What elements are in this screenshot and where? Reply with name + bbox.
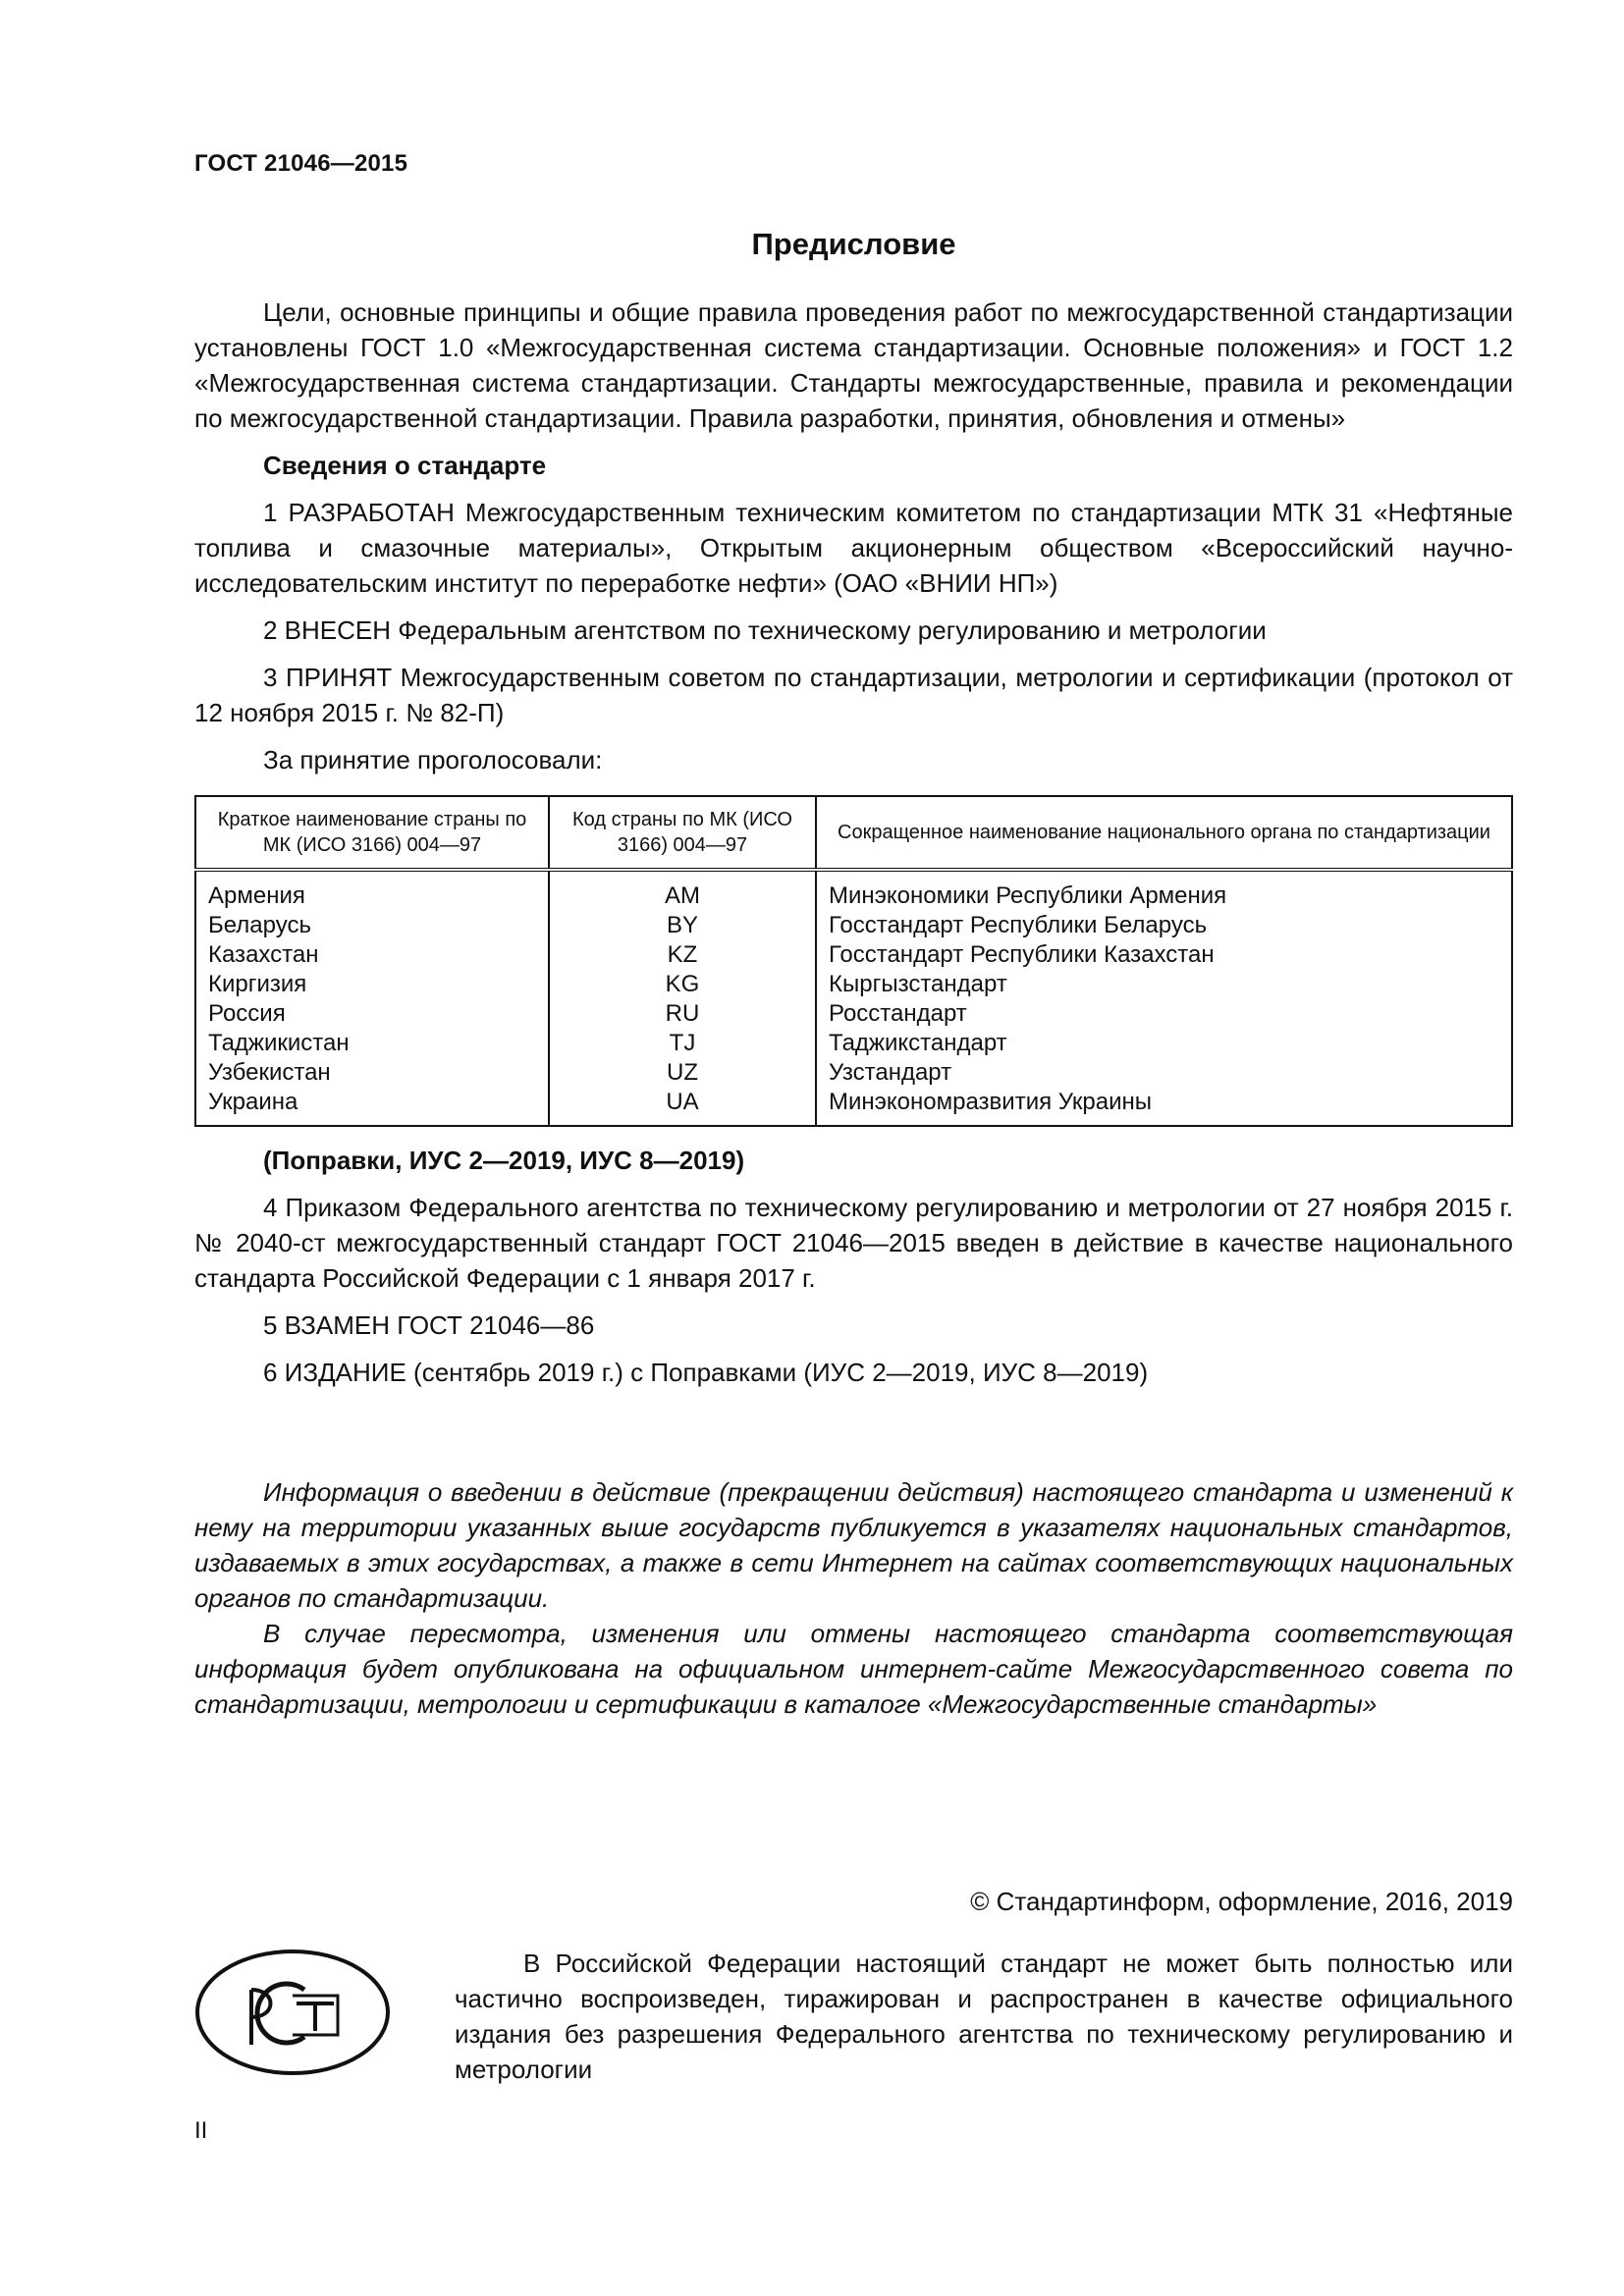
item-4: 4 Приказом Федерального агентства по техническому регулированию и метрологии от 27 ноября 2015 г. № 2040-ст межгосударственный стандарт ГОСТ 21046—2015 введен в действие в качестве национального стандарта Российской Федерации с 1 января 2017 г. <box>194 1193 1513 1293</box>
notice-paragraph-2: В случае пересмотра, изменения или отмены настоящего стандарта соответствующая информация будет опубликована на официальном интернет-сайте Межгосударственного совета по стандартизации, метрологии и сертификации в каталоге «Межгосударственные стандарты» <box>194 1619 1513 1719</box>
country-name: Армения <box>195 870 549 911</box>
country-code: UA <box>549 1088 816 1126</box>
copyright-line: © Стандартинформ, оформление, 2016, 2019 <box>970 1887 1513 1916</box>
country-name: Россия <box>195 999 549 1029</box>
table-row <box>195 970 1512 999</box>
country-name: Казахстан <box>195 940 549 970</box>
country-name: Узбекистан <box>195 1058 549 1088</box>
table-row <box>195 1029 1512 1058</box>
country-name: Украина <box>195 1088 549 1126</box>
notice-block <box>194 1474 1513 1722</box>
reproduction-notice <box>455 1946 1513 2087</box>
national-body: Госстандарт Республики Казахстан <box>816 940 1512 970</box>
page-number: II <box>194 2117 208 2144</box>
country-code: AM <box>549 870 816 911</box>
item-2: 2 ВНЕСЕН Федеральным агентством по техническому регулированию и метрологии <box>263 615 1267 645</box>
vote-intro: За принятие проголосовали: <box>263 745 603 774</box>
table-row <box>195 1088 1512 1126</box>
amendments-note: (Поправки, ИУС 2—2019, ИУС 8—2019) <box>263 1146 745 1175</box>
country-name: Беларусь <box>195 911 549 940</box>
national-body: Росстандарт <box>816 999 1512 1029</box>
rst-conformity-mark-icon <box>194 1949 391 2076</box>
country-code: TJ <box>549 1029 816 1058</box>
body-text <box>194 294 1513 1722</box>
national-body: Минэкономразвития Украины <box>816 1088 1512 1126</box>
info-heading: Сведения о стандарте <box>263 451 547 480</box>
country-code: RU <box>549 999 816 1029</box>
table-row <box>195 999 1512 1029</box>
country-code: BY <box>549 911 816 940</box>
table-row <box>195 911 1512 940</box>
country-code: UZ <box>549 1058 816 1088</box>
header-country-code: Код страны по МК (ИСО 3166) 004—97 <box>549 796 816 870</box>
notice-paragraph-1: Информация о введении в действие (прекращении действия) настоящего стандарта и изменений к нему на территории указанных выше государств публикуется в указателях национальных стандартов, издаваемых в этих государствах, а также в сети Интернет на сайтах соответствующих национальных органов по стандартизации. <box>194 1477 1513 1613</box>
header-country-name: Краткое наименование страны по МК (ИСО 3166) 004—97 <box>195 796 549 870</box>
national-body: Таджикстандарт <box>816 1029 1512 1058</box>
country-name: Киргизия <box>195 970 549 999</box>
table-row <box>195 870 1512 911</box>
document-id: ГОСТ 21046—2015 <box>194 150 408 177</box>
page-title: Предисловие <box>751 227 956 261</box>
header-national-body: Сокращенное наименование национального органа по стандартизации <box>816 796 1512 870</box>
item-3: 3 ПРИНЯТ Межгосударственным советом по стандартизации, метрологии и сертификации (протокол от 12 ноября 2015 г. № 82-П) <box>194 663 1513 727</box>
reproduction-notice-text: В Российской Федерации настоящий стандарт не может быть полностью или частично воспроизведен, тиражирован и распространен в качестве официального издания без разрешения Федерального агентства по техническому регулированию и метрологии <box>455 1949 1513 2084</box>
country-code: KG <box>549 970 816 999</box>
intro-paragraph: Цели, основные принципы и общие правила проведения работ по межгосударственной стандартизации установлены ГОСТ 1.0 «Межгосударственная система стандартизации. Основные положения» и ГОСТ 1.2 «Межгосударственная система стандартизации. Стандарты межгосударственные, правила и рекомендации по межгосударственной стандартизации. Правила разработки, принятия, обновления и отмены» <box>194 297 1513 433</box>
item-1: 1 РАЗРАБОТАН Межгосударственным техническим комитетом по стандартизации МТК 31 «Нефтяные топлива и смазочные материалы», Открытым акционерным обществом «Всероссийский научно-исследовательским институт по переработке нефти» (ОАО «ВНИИ НП») <box>194 498 1513 598</box>
national-body: Госстандарт Республики Беларусь <box>816 911 1512 940</box>
national-body: Кыргызстандарт <box>816 970 1512 999</box>
item-5: 5 ВЗАМЕН ГОСТ 21046—86 <box>263 1310 595 1340</box>
table-header-row <box>195 796 1512 870</box>
voting-table <box>194 795 1513 1127</box>
item-6: 6 ИЗДАНИЕ (сентябрь 2019 г.) с Поправками (ИУС 2—2019, ИУС 8—2019) <box>263 1358 1149 1387</box>
country-name: Таджикистан <box>195 1029 549 1058</box>
table-row <box>195 940 1512 970</box>
table-row <box>195 1058 1512 1088</box>
national-body: Узстандарт <box>816 1058 1512 1088</box>
country-code: KZ <box>549 940 816 970</box>
document-page <box>194 0 1513 2296</box>
national-body: Минэкономики Республики Армения <box>816 870 1512 911</box>
